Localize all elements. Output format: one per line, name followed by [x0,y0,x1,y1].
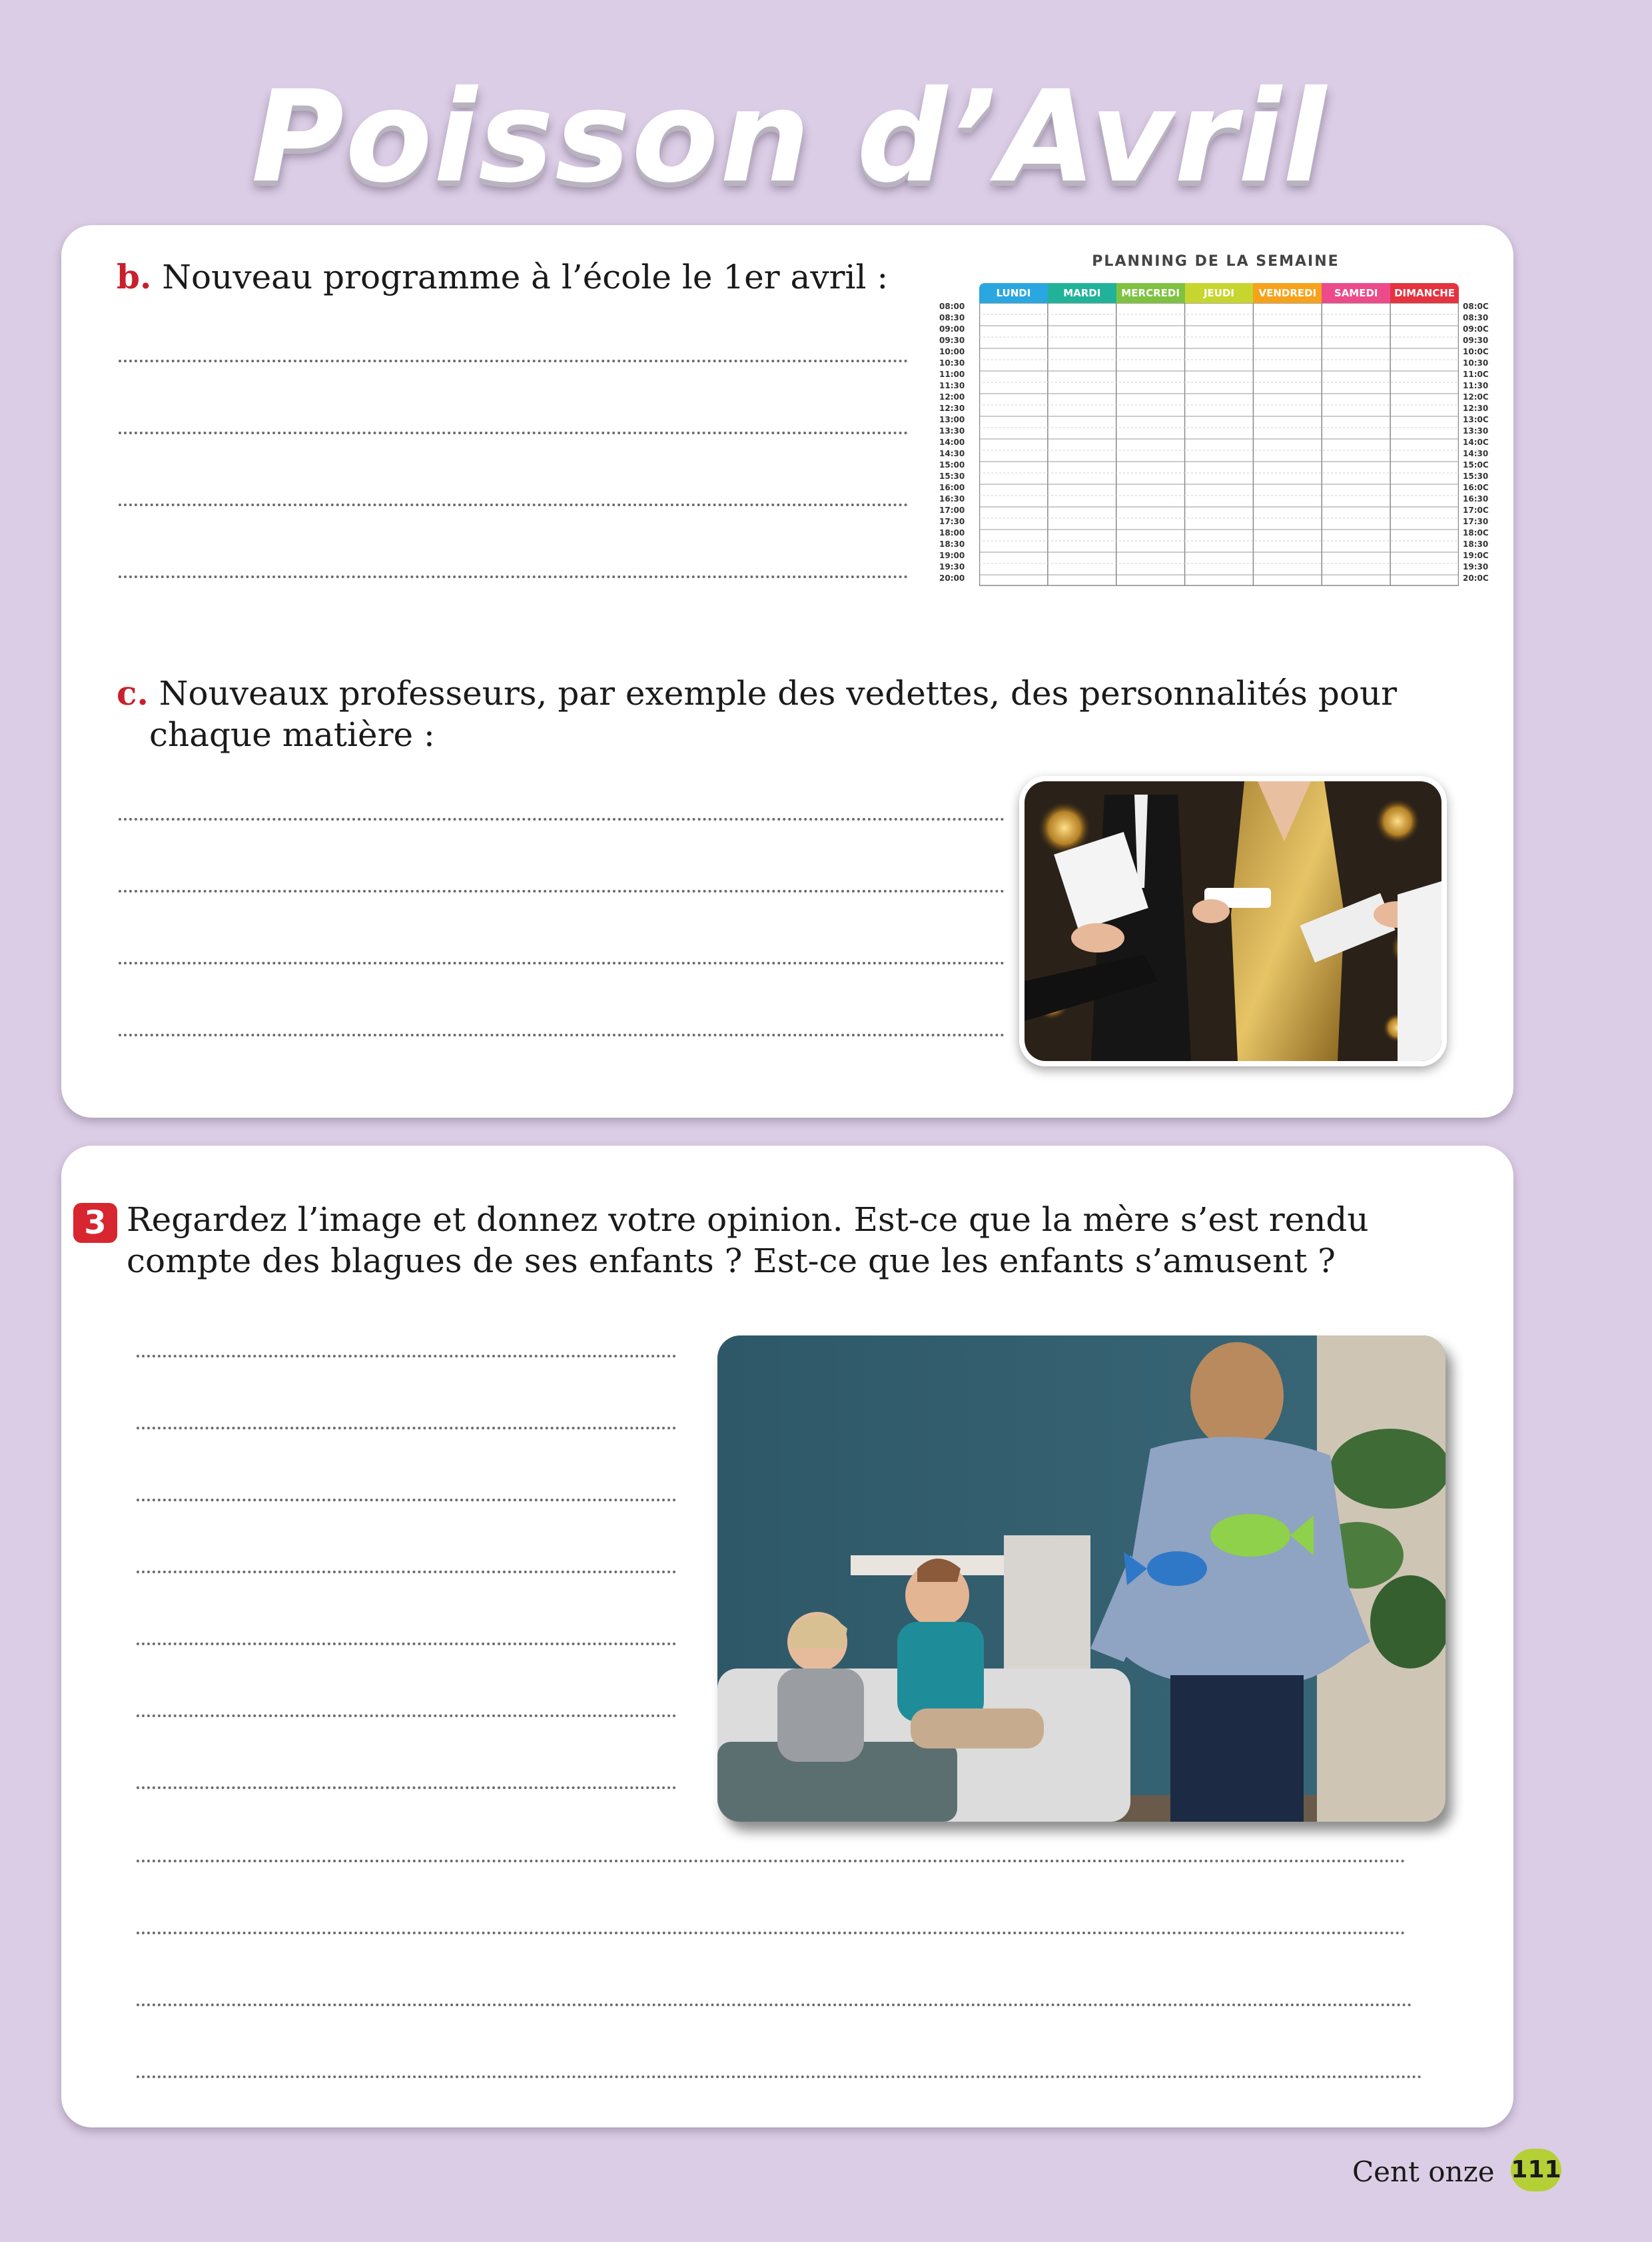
question-b-text: Nouveau programme à l’école le 1er avril : [162,258,889,296]
schedule-hour-label: 08:30 [939,313,965,322]
answer-line-b-4[interactable] [119,575,908,578]
schedule-hour-label-right: 18:0C [1463,528,1489,538]
schedule-grid-lines [979,283,1459,586]
schedule-hour-label: 19:00 [939,551,965,560]
schedule-hour-label-right: 14:0C [1463,438,1489,447]
answer-line-3-2[interactable] [137,1427,676,1429]
schedule-hour-label: 09:30 [939,336,965,345]
schedule-hour-label: 16:00 [939,483,965,492]
schedule-hour-label-right: 20:0C [1463,573,1489,583]
schedule-hour-label-right: 09:30 [1463,336,1489,345]
schedule-hour-label: 09:00 [939,324,965,334]
schedule-hour-label-right: 10:30 [1463,358,1489,368]
schedule-hour-label: 16:30 [939,494,965,504]
schedule-day-jeudi: JEUDI [1185,283,1254,303]
schedule-hour-label: 17:30 [939,517,965,526]
schedule-day-dimanche: DIMANCHE [1390,283,1459,303]
question-c-line2: chaque matière : [149,715,435,754]
answer-line-3-3[interactable] [137,1499,676,1501]
schedule-day-samedi: SAMEDI [1322,283,1390,303]
answer-line-3-1[interactable] [137,1355,676,1357]
schedule-hour-label-right: 12:0C [1463,392,1489,402]
schedule-hour-label: 08:00 [939,302,965,311]
answer-line-c-2[interactable] [119,890,1005,893]
schedule-hour-label: 14:30 [939,449,965,458]
schedule-hour-label: 15:30 [939,472,965,481]
schedule-hour-label-right: 10:0C [1463,347,1489,356]
schedule-hour-label-right: 16:30 [1463,494,1489,504]
family-photo-illustration [717,1335,1446,1822]
schedule-hour-label-right: 08:30 [1463,313,1489,322]
question-b-letter: b. [117,257,152,296]
schedule-day-mercredi: MERCREDI [1116,283,1185,303]
schedule-hour-label-right: 12:30 [1463,404,1489,413]
celebrity-photo [1019,776,1447,1066]
schedule-hour-label-right: 19:0C [1463,551,1489,560]
answer-line-c-1[interactable] [119,818,1005,821]
schedule-hour-label: 18:00 [939,528,965,538]
answer-line-3-8[interactable] [137,1860,1406,1862]
answer-line-b-3[interactable] [119,504,908,506]
schedule-hour-label-right: 11:0C [1463,370,1489,379]
question-c-letter: c. [117,673,149,713]
exercise3-instruction-line2: compte des blagues de ses enfants ? Est-ce que les enfants s’amusent ? [127,1242,1336,1280]
weekly-schedule [936,253,1495,586]
schedule-hour-label: 14:00 [939,438,965,447]
schedule-hour-label-right: 17:30 [1463,517,1489,526]
question-b [117,256,888,298]
answer-line-3-7[interactable] [137,1786,676,1789]
page-number-badge: 111 [1511,2149,1561,2191]
celebrity-photo-illustration [1025,781,1442,1061]
schedule-hour-label-right: 14:30 [1463,449,1489,458]
schedule-day-mardi: MARDI [1048,283,1116,303]
schedule-hour-label: 11:30 [939,381,965,390]
answer-line-3-4[interactable] [137,1571,676,1573]
schedule-hour-label-right: 17:0C [1463,506,1489,515]
schedule-grid [939,283,1489,586]
schedule-hour-label-right: 08:0C [1463,302,1489,311]
answer-line-b-1[interactable] [119,360,908,362]
schedule-hour-label-right: 13:30 [1463,426,1489,436]
schedule-day-vendredi: VENDREDI [1253,283,1322,303]
schedule-hour-label: 12:30 [939,404,965,413]
answer-line-3-6[interactable] [137,1714,676,1717]
schedule-hour-label-right: 18:30 [1463,540,1489,549]
answer-line-b-2[interactable] [119,432,908,434]
answer-line-c-3[interactable] [119,962,1005,964]
answer-line-3-10[interactable] [137,2004,1412,2006]
schedule-hour-label: 12:00 [939,392,965,402]
exercise-number-badge: 3 [73,1203,117,1243]
answer-line-3-11[interactable] [137,2075,1422,2078]
schedule-hour-label-right: 11:30 [1463,381,1489,390]
schedule-hour-label-right: 15:30 [1463,472,1489,481]
page-footer-text: Cent onze [1352,2155,1495,2188]
schedule-hour-label-right: 09:0C [1463,324,1489,334]
schedule-hour-label-right: 15:0C [1463,460,1489,470]
schedule-hour-label: 10:00 [939,347,965,356]
answer-line-c-4[interactable] [119,1034,1005,1036]
schedule-hour-label: 17:00 [939,506,965,515]
answer-line-3-5[interactable] [137,1643,676,1645]
family-photo [717,1335,1446,1822]
schedule-hour-label: 18:30 [939,540,965,549]
schedule-hour-label-right: 16:0C [1463,483,1489,492]
schedule-hour-label: 19:30 [939,562,965,571]
schedule-day-lundi: LUNDI [979,283,1048,303]
answer-line-3-9[interactable] [137,1932,1406,1934]
page-title: Poisson d’Avril [251,63,1328,210]
exercise3-instruction-line1: Regardez l’image et donnez votre opinion. Est-ce que la mère s’est rendu [127,1200,1369,1239]
schedule-hour-label: 15:00 [939,460,965,470]
schedule-hour-label: 10:30 [939,358,965,368]
schedule-title: PLANNING DE LA SEMAINE [1092,253,1340,270]
schedule-hour-label: 20:00 [939,573,965,583]
question-c [117,673,1397,714]
question-c-text-line1: Nouveaux professeurs, par exemple des vedettes, des personnalités pour [159,674,1398,713]
schedule-hour-label-right: 13:0C [1463,415,1489,424]
schedule-hour-label: 13:30 [939,426,965,436]
schedule-border [980,303,1459,585]
schedule-hour-label: 11:00 [939,370,965,379]
schedule-hour-label-right: 19:30 [1463,562,1489,571]
schedule-hour-label: 13:00 [939,415,965,424]
